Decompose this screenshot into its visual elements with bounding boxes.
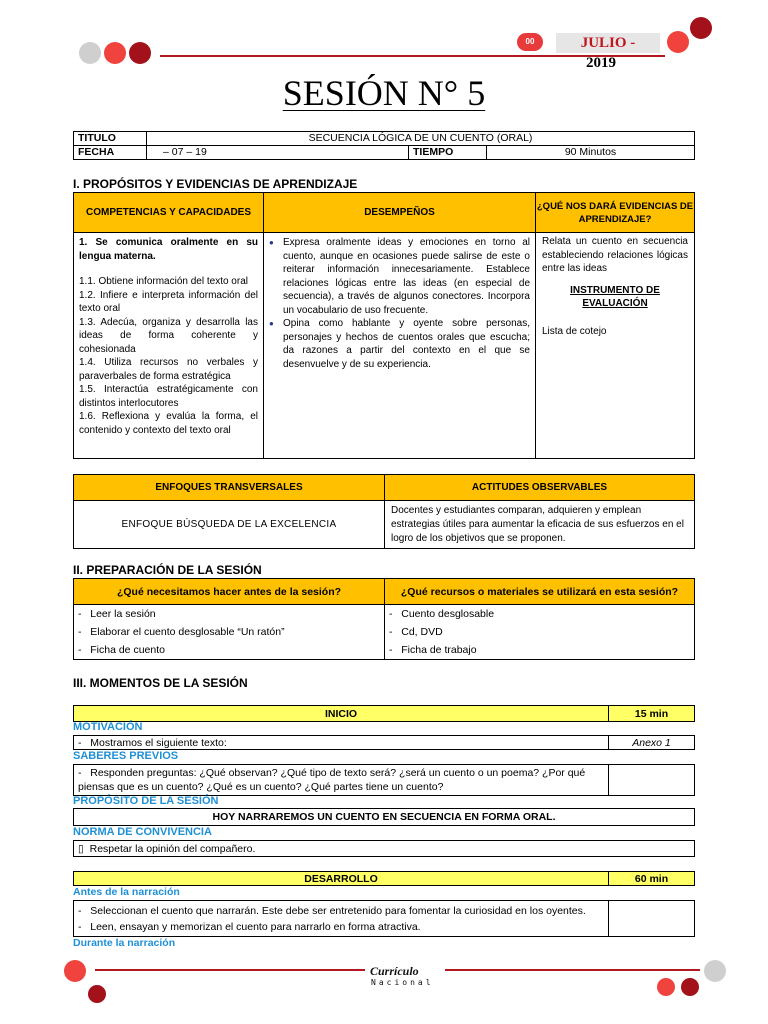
proposito-label: PROPÓSITO DE LA SESIÓN <box>73 795 219 807</box>
footer-circle-darkred <box>88 985 106 1003</box>
motivacion-label: MOTIVACIÓN <box>73 721 143 733</box>
fecha-label: FECHA <box>74 146 147 160</box>
curriculo-logo-sub: Nacional <box>371 978 434 987</box>
desarrollo-header <box>73 871 695 886</box>
footer-rule-left <box>95 969 365 971</box>
tiempo-label: TIEMPO <box>409 146 487 160</box>
decor-circle-darkred <box>129 42 151 64</box>
inicio-header <box>73 705 695 722</box>
info-table <box>73 131 695 160</box>
decor-circle-darkred-right <box>690 17 712 39</box>
capacidades-cell <box>74 233 264 459</box>
saberes-item: - Responden preguntas: ¿Qué observan? ¿Qué tipo de texto será? ¿será un cuento o un poema? ¿Por qué piensas que es un cuento? ¿Qué es un cuento? ¿Qué partes tiene un cuento? <box>74 765 609 796</box>
col-enfoques: ENFOQUES TRANSVERSALES <box>74 475 385 501</box>
competencia-text: 1. Se comunica oralmente en su lengua materna. <box>79 237 258 262</box>
page-title: SESIÓN N° 5 <box>282 73 486 113</box>
motivacion-table <box>73 735 695 750</box>
saberes-label: SABERES PREVIOS <box>73 750 179 762</box>
actitud-text: Docentes y estudiantes comparan, adquieren y emplean estrategias útiles para aumentar la eficacia de sus esfuerzos en el logro de los objetivos que se proponen. <box>385 501 695 549</box>
antes-narracion-label: Antes de la narración <box>73 886 180 898</box>
saberes-table <box>73 764 695 796</box>
capacidad-item: 1.2. Infiere e interpreta información del texto oral <box>79 289 258 314</box>
antes-list <box>74 605 385 660</box>
proposito-text: HOY NARRAREMOS UN CUENTO EN SECUENCIA EN FORMA ORAL. <box>74 809 695 826</box>
col-actitudes: ACTITUDES OBSERVABLES <box>385 475 695 501</box>
capacidad-item: 1.3. Adecúa, organiza y desarrolla las ideas de forma coherente y cohesionada <box>79 316 258 355</box>
desarrollo-time: 60 min <box>609 872 695 886</box>
evidencia-text: Relata un cuento en secuencia estableciendo relaciones lógicas entre las ideas <box>542 236 688 274</box>
antes-item: - Leer la sesión <box>78 608 156 620</box>
desempenos-cell <box>264 233 536 459</box>
recurso-item: - Cd, DVD <box>389 626 443 638</box>
capacidad-item: 1.1. Obtiene información del texto oral <box>79 276 248 287</box>
col-antes: ¿Qué necesitamos hacer antes de la sesión? <box>74 579 385 605</box>
footer-circle-darkred-right <box>681 978 699 996</box>
col-competencias: COMPETENCIAS Y CAPACIDADES <box>74 193 264 233</box>
antes-narracion-empty <box>609 901 695 937</box>
instrumento-title: INSTRUMENTO DE EVALUACIÓN <box>570 284 660 309</box>
anexo-cell: Anexo 1 <box>609 736 695 750</box>
antes-narracion-item: - Leen, ensayan y memorizan el cuento para narrarlo en forma atractiva. <box>78 920 421 933</box>
tiempo-value: 90 Minutos <box>487 146 695 160</box>
titulo-label: TITULO <box>74 132 147 146</box>
footer-circle-coral <box>64 960 86 982</box>
inicio-label: INICIO <box>74 706 609 722</box>
enfoque-text: ENFOQUE BÚSQUEDA DE LA EXCELENCIA <box>74 501 385 549</box>
col-evidencias: ¿QUÉ NOS DARÁ EVIDENCIAS DE APRENDIZAJE? <box>536 193 695 233</box>
decor-circle-coral-right <box>667 31 689 53</box>
col-desempenos: DESEMPEÑOS <box>264 193 536 233</box>
saberes-empty <box>609 765 695 796</box>
instrumento-text: Lista de cotejo <box>542 325 607 337</box>
enfoques-table <box>73 474 695 549</box>
decor-circle-grey <box>79 42 101 64</box>
norma-label: NORMA DE CONVIVENCIA <box>73 826 212 838</box>
section-3-heading: III. MOMENTOS DE LA SESIÓN <box>73 676 248 690</box>
norma-item: ▯ Respetar la opinión del compañero. <box>74 841 695 857</box>
footer-rule-right <box>445 969 700 971</box>
recursos-list <box>385 605 695 660</box>
footer-circle-grey <box>704 960 726 982</box>
recurso-item: - Cuento desglosable <box>389 608 495 620</box>
proposito-table <box>73 808 695 826</box>
desempeno-item: ● Expresa oralmente ideas y emociones en torno al cuento, aunque en ocasiones puede salirse de este o reiterar información innecesariamente. Establece relaciones lógicas entre las ideas (en especial de secuencia), a través de algunos conectores. Incorpora un vocabulario de uso frecuente. <box>269 236 530 317</box>
recurso-item: - Ficha de trabajo <box>389 644 477 656</box>
antes-item: - Elaborar el cuento desglosable “Un ratón” <box>78 626 285 638</box>
section-2-heading: II. PREPARACIÓN DE LA SESIÓN <box>73 563 262 577</box>
antes-narracion-cell <box>74 901 609 937</box>
antes-item: - Ficha de cuento <box>78 644 165 656</box>
curriculo-logo: Currículo <box>370 964 419 978</box>
antes-narracion-table <box>73 900 695 937</box>
capacidad-item: 1.6. Reflexiona y evalúa la forma, el contenido y contexto del texto oral <box>79 411 258 436</box>
preparacion-table <box>73 578 695 660</box>
section-1-heading: I. PROPÓSITOS Y EVIDENCIAS DE APRENDIZAJE <box>73 177 358 191</box>
motivacion-item: - Mostramos el siguiente texto: <box>74 736 609 750</box>
titulo-value: SECUENCIA LÓGICA DE UN CUENTO (ORAL) <box>147 132 695 146</box>
capacidad-item: 1.4. Utiliza recursos no verbales y paraverbales de forma estratégica <box>79 357 258 382</box>
desarrollo-label: DESARROLLO <box>74 872 609 886</box>
decor-circle-coral <box>104 42 126 64</box>
capacidad-item: 1.5. Interactúa estratégicamente con distintos interlocutores <box>79 384 258 409</box>
page-badge: 00 <box>517 33 543 51</box>
durante-narracion-label: Durante la narración <box>73 937 176 949</box>
header-year: 2019 <box>586 55 616 71</box>
inicio-time: 15 min <box>609 706 695 722</box>
antes-narracion-item: - Seleccionan el cuento que narrarán. Este debe ser entretenido para fomentar la curiosidad en los oyentes. <box>78 904 586 917</box>
header-month: JULIO - <box>556 33 660 53</box>
col-recursos: ¿Qué recursos o materiales se utilizará en esta sesión? <box>385 579 695 605</box>
fecha-value: – 07 – 19 <box>147 146 409 160</box>
evidencias-cell <box>536 233 695 459</box>
footer-circle-coral-right <box>657 978 675 996</box>
norma-table <box>73 840 695 857</box>
competencias-table <box>73 192 695 459</box>
desempeno-item: ● Opina como hablante y oyente sobre personas, personajes y hechos de cuentos orales que escucha; da razones a partir del contexto en el que se desenvuelve y de su experiencia. <box>269 317 530 371</box>
